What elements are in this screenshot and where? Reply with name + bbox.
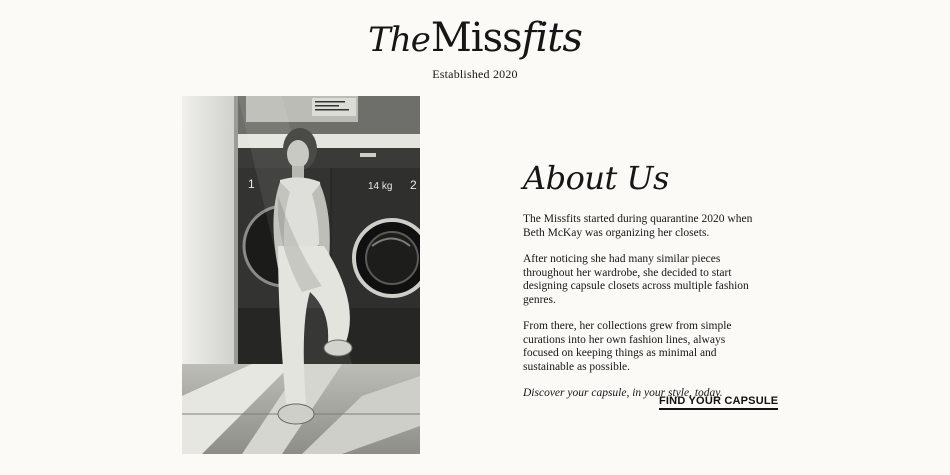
hero-photo — [182, 96, 420, 454]
washer-left-number: 1 — [248, 177, 255, 191]
about-title: About Us — [523, 159, 669, 197]
about-section — [523, 158, 763, 414]
logo-tagline: Established 2020 — [432, 67, 518, 81]
site-logo[interactable] — [0, 14, 950, 64]
about-paragraph: The Missfits started during quarantine 2020 when Beth McKay was organizing her closets. — [523, 213, 753, 239]
logo-the: The — [368, 20, 430, 60]
find-your-capsule-link[interactable]: FIND YOUR CAPSULE — [659, 395, 778, 410]
logo-wordmark — [368, 14, 582, 64]
about-closing-line: Discover your capsule, in your style, today. — [523, 387, 723, 399]
logo-miss: Miss — [430, 15, 522, 61]
about-paragraph: From there, her collections grew from simple curations into her own fashion lines, always focused on keeping things as minimal and sustainable as possible. — [523, 320, 732, 373]
washer-capacity-label: 14 kg — [368, 181, 393, 192]
washer-right-number: 2 — [410, 178, 417, 192]
logo-fits: fits — [521, 15, 582, 61]
about-paragraph: After noticing she had many similar pieces throughout her wardrobe, she decided to start designing capsule closets across multiple fashion genres. — [523, 253, 749, 306]
about-body — [523, 213, 763, 401]
